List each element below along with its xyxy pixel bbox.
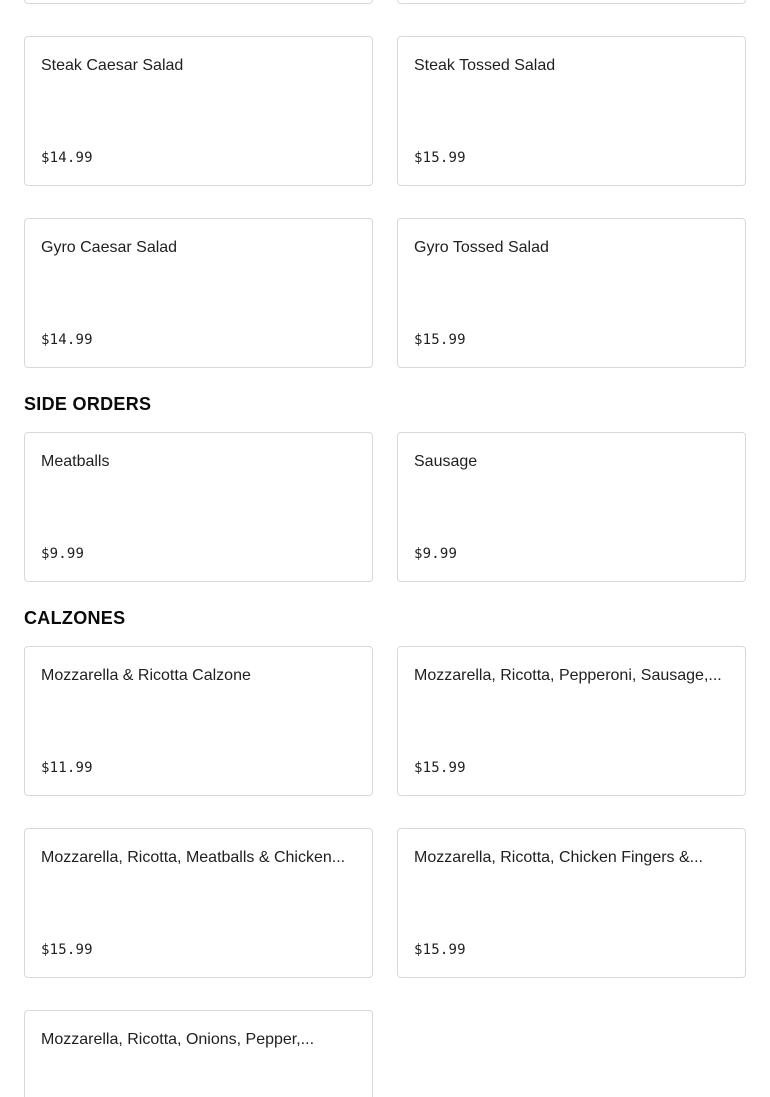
menu-item-name: Steak Caesar Salad [41,57,184,74]
menu-item-card[interactable] [24,1010,373,1097]
menu-item-price: $15.99 [414,942,466,958]
menu-item-price: $15.99 [414,332,466,348]
menu-item-card-cutoff[interactable] [397,0,746,4]
menu-item-card[interactable] [397,432,746,582]
menu-item-name: Mozzarella, Ricotta, Meatballs & Chicken... [41,849,346,866]
menu-item-card[interactable] [397,218,746,368]
menu-item-name: Mozzarella, Ricotta, Pepperoni, Sausage,... [414,667,722,684]
menu-item-name: Mozzarella, Ricotta, Onions, Pepper,... [41,1031,315,1048]
menu-item-price: $15.99 [414,150,466,166]
menu-item-card[interactable] [24,646,373,796]
menu-item-name: Meatballs [41,453,110,470]
menu-item-price: $9.99 [414,546,458,562]
menu-item-name: Mozzarella & Ricotta Calzone [41,667,251,684]
menu-item-name: Gyro Caesar Salad [41,239,178,256]
menu-item-price: $14.99 [41,332,93,348]
menu-item-price: $9.99 [41,546,85,562]
menu-item-card[interactable] [397,36,746,186]
menu-item-card[interactable] [397,828,746,978]
menu-item-price: $11.99 [41,760,93,776]
menu-item-card[interactable] [397,646,746,796]
menu-item-price: $15.99 [41,942,93,958]
menu-item-name: Steak Tossed Salad [414,57,556,74]
menu-item-name: Mozzarella, Ricotta, Chicken Fingers &... [414,849,703,866]
section-title-side-orders: SIDE ORDERS [24,394,152,414]
menu-item-card[interactable] [24,828,373,978]
menu-item-name: Gyro Tossed Salad [414,239,549,256]
section-title-calzones: CALZONES [24,608,126,628]
menu-item-card[interactable] [24,218,373,368]
menu-item-card[interactable] [24,432,373,582]
menu-item-card[interactable] [24,36,373,186]
menu-item-price: $15.99 [414,760,466,776]
menu-item-name: Sausage [414,453,478,470]
menu-item-card-cutoff[interactable] [24,0,373,4]
menu-item-price: $14.99 [41,150,93,166]
